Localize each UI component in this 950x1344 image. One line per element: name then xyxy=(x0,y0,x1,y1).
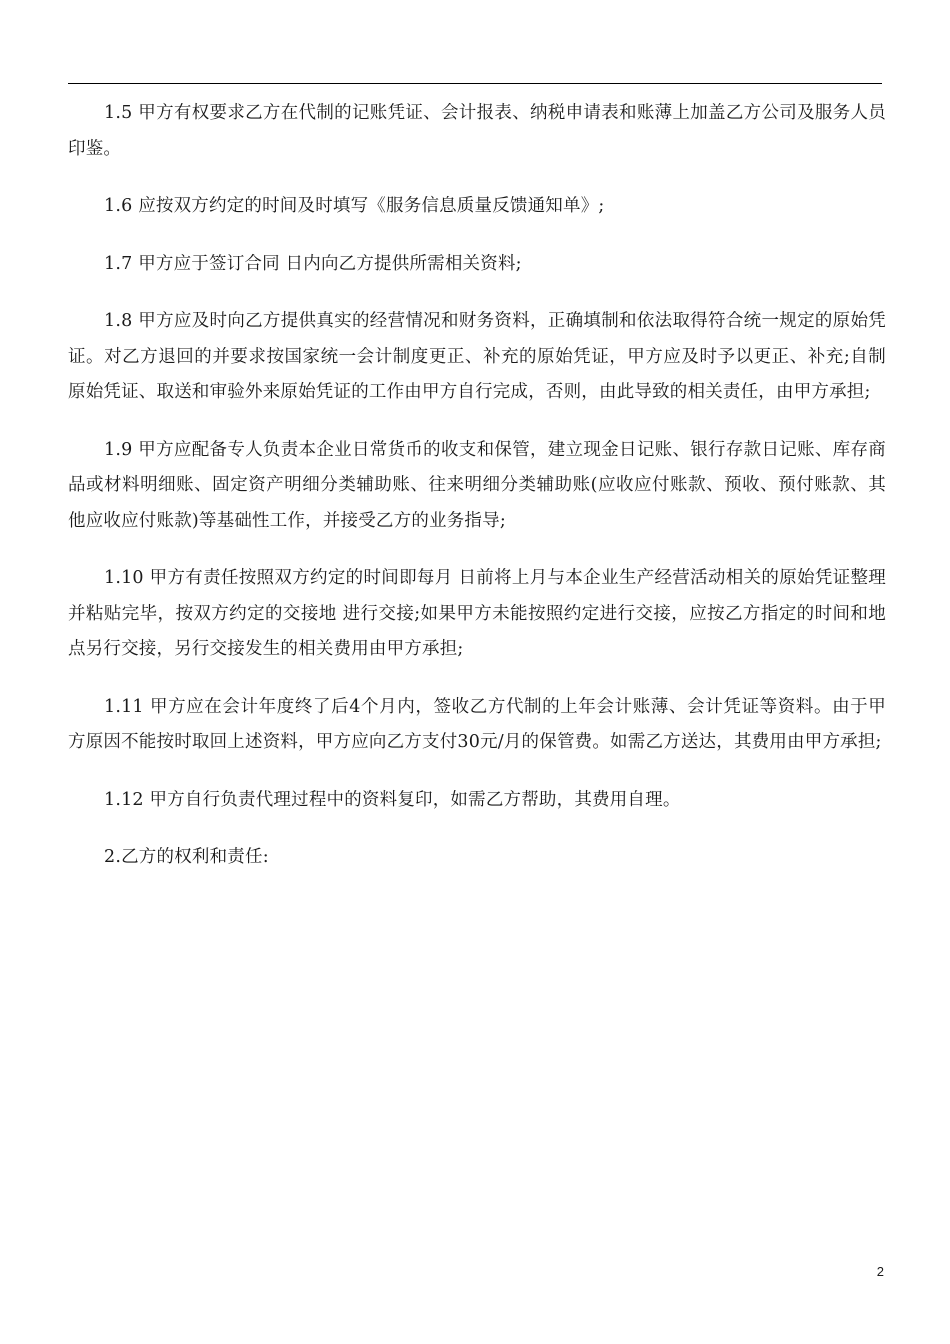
clause-1-7: 1.7 甲方应于签订合同 日内向乙方提供所需相关资料; xyxy=(104,253,522,274)
clause-1-11: 1.11 甲方应在会计年度终了后4个月内，签收乙方代制的上年会计账薄、会计凭证等资料。由于甲方原因不能按时取回上述资料，甲方应向乙方支付30元/月的保管费。如需乙方送达，其费用由甲方承担; xyxy=(68,696,886,752)
clause-1-5: 1.5 甲方有权要求乙方在代制的记账凭证、会计报表、纳税申请表和账薄上加盖乙方公司及服务人员印鉴。 xyxy=(68,103,886,159)
page-number: 2 xyxy=(876,1264,884,1279)
clause-1-6: 1.6 应按双方约定的时间及时填写《服务信息质量反馈通知单》; xyxy=(104,196,605,216)
clause-1-8: 1.8 甲方应及时向乙方提供真实的经营情况和财务资料，正确填制和依法取得符合统一规定的原始凭证。对乙方退回的并要求按国家统一会计制度更正、补充的原始凭证，甲方应及时予以更正、补充;自制原始凭证、取送和审验外来原始凭证的工作由甲方自行完成，否则，由此导致的相关责任，由甲方承担; xyxy=(68,311,886,402)
clause-1-9: 1.9 甲方应配备专人负责本企业日常货币的收支和保管，建立现金日记账、银行存款日记账、库存商品或材料明细账、固定资产明细分类辅助账、往来明细分类辅助账(应收应付账款、预收、预付账款、其他应收应付账款)等基础性工作，并接受乙方的业务指导; xyxy=(68,439,886,531)
clause-1-10: 1.10 甲方有责任按照双方约定的时间即每月 日前将上月与本企业生产经营活动相关的原始凭证整理并粘贴完毕，按双方约定的交接地 进行交接;如果甲方未能按照约定进行交接，应按乙方指定的时间和地点另行交接，另行交接发生的相关费用由甲方承担; xyxy=(68,568,886,659)
section-2-heading: 2.乙方的权利和责任: xyxy=(104,847,269,867)
header-rule xyxy=(68,83,882,84)
document-body xyxy=(68,96,886,898)
clause-1-12: 1.12 甲方自行负责代理过程中的资料复印，如需乙方帮助，其费用自理。 xyxy=(104,789,681,810)
